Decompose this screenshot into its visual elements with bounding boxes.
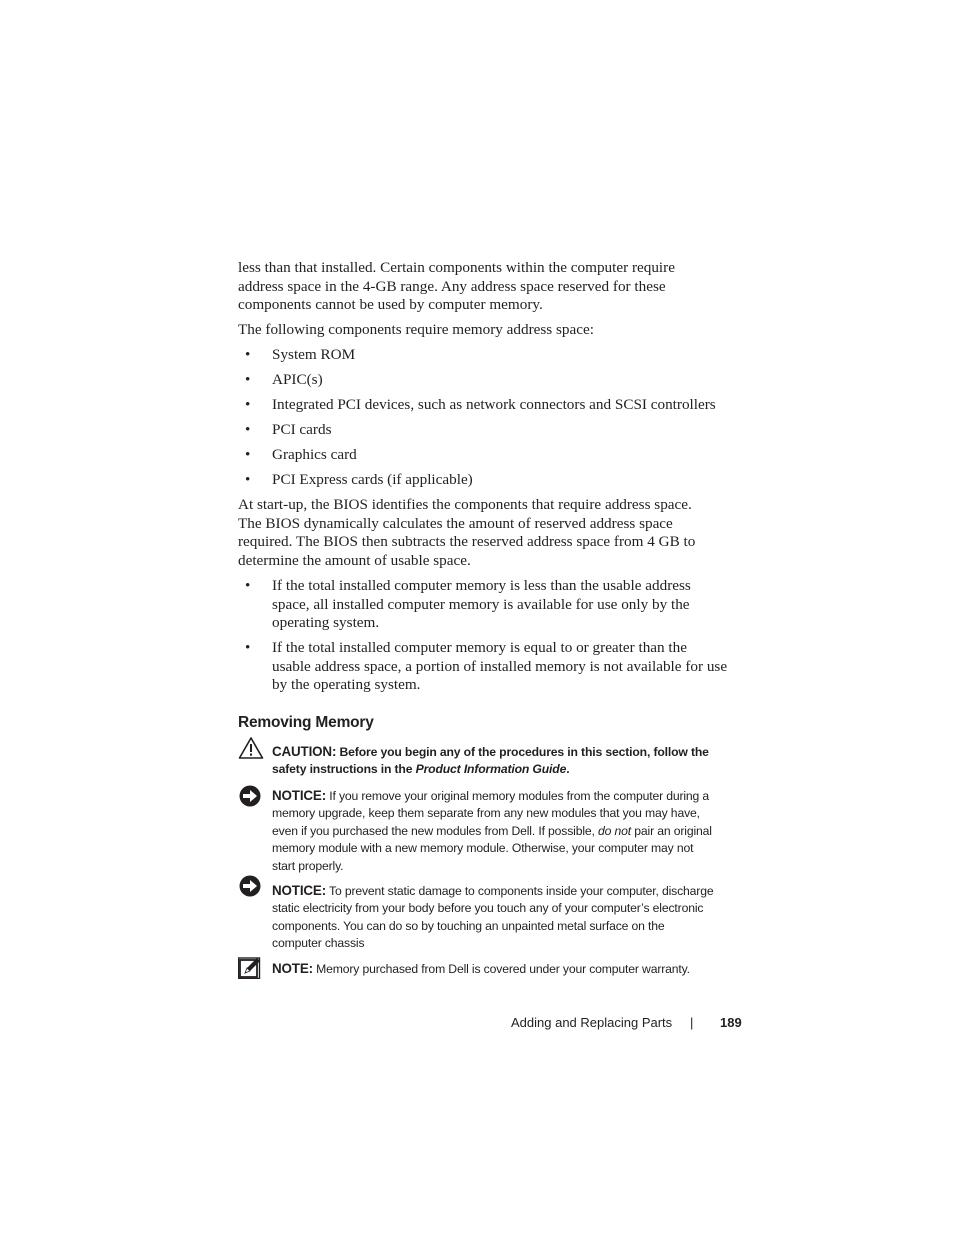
list-item-text [272,639,738,695]
bios-line: At start-up, the BIOS identifies the components that require address space. [238,496,692,513]
bios-line: determine the amount of usable space. [238,551,471,569]
caution-text: Before you begin any of the procedures in this section, follow the [336,745,709,759]
notice-label: NOTICE: [272,883,326,898]
notice-text: even if you purchased the new modules from Dell. If possible, [272,823,599,838]
bios-line: The BIOS dynamically calculates the amount of reserved address space [238,514,673,532]
notice-text: static electricity from your body before you touch any of your computer’s electronic [272,901,704,916]
list-item-text: System ROM [272,346,356,363]
notice-text: memory module with a new memory module. Otherwise, your computer may not [272,841,694,856]
note-text: Memory purchased from Dell is covered under your computer warranty. [312,962,690,976]
section-heading: Removing Memory [238,714,374,731]
condition-line: operating system. [272,614,380,632]
bullet-dot: • [245,577,251,594]
components-intro: The following components require memory address space: [238,321,594,338]
list-item-text: Integrated PCI devices, such as network connectors and SCSI controllers [272,396,716,413]
guide-title: Product Information Guide [415,762,567,777]
condition-line: by the operating system. [272,676,421,694]
list-item-text: PCI Express cards (if applicable) [272,471,473,488]
list-item-text [272,577,738,633]
list-item-text: APIC(s) [272,371,323,388]
intro-line: less than that installed. Certain components within the computer require [238,259,675,276]
bullet-dot: • [245,371,251,388]
notice-text: To prevent static damage to components inside your computer, discharge [326,884,714,898]
condition-line: usable address space, a portion of installed memory is not available for use [272,657,728,675]
condition-line: space, all installed computer memory is available for use only by the [272,595,690,613]
notice-label: NOTICE: [272,788,326,803]
bios-line: required. The BIOS then subtracts the reserved address space from 4 GB to [238,533,696,551]
notice-emphasis: do not [598,823,632,838]
caution-end: . [566,762,570,777]
notice-note [272,787,742,875]
notice-circle-icon [238,784,264,810]
notice-text: memory upgrade, keep them separate from any new modules that you may have, [272,806,700,821]
bullet-dot: • [245,446,251,463]
note-label: NOTE: [272,961,313,976]
intro-paragraph [238,259,738,315]
list-item-text: Graphics card [272,446,357,463]
page-number: 189 [720,1015,742,1030]
notice-text: If you remove your original memory modules from the computer during a [326,789,710,803]
bullet-dot: • [245,396,251,413]
caution-text: safety instructions in the [272,762,416,777]
condition-line: If the total installed computer memory is less than the usable address [272,577,691,594]
caution-note [272,743,742,779]
notice-text: start properly. [272,858,344,873]
caution-label: CAUTION: [272,744,337,759]
note-pencil-icon [238,957,264,983]
notice-text: components. You can do so by touching an unpainted metal surface on the [272,918,665,933]
bullet-dot: • [245,471,251,488]
note-box [272,960,742,978]
notice-text: computer chassis [272,936,365,951]
intro-line: address space in the 4-GB range. Any address space reserved for these [238,277,666,295]
notice-text: pair an original [631,823,712,838]
bullet-dot: • [245,346,251,363]
condition-line: If the total installed computer memory is equal to or greater than the [272,639,687,656]
bullet-dot: • [245,421,251,438]
caution-triangle-icon [238,736,264,762]
notice-circle-icon [238,874,264,900]
notice-note [272,882,742,953]
footer-separator: | [690,1015,694,1030]
intro-line: components cannot be used by computer memory. [238,296,543,314]
footer-section-title: Adding and Replacing Parts [511,1015,673,1030]
bios-paragraph [238,496,738,570]
bullet-dot: • [245,639,251,656]
list-item-text: PCI cards [272,421,332,438]
